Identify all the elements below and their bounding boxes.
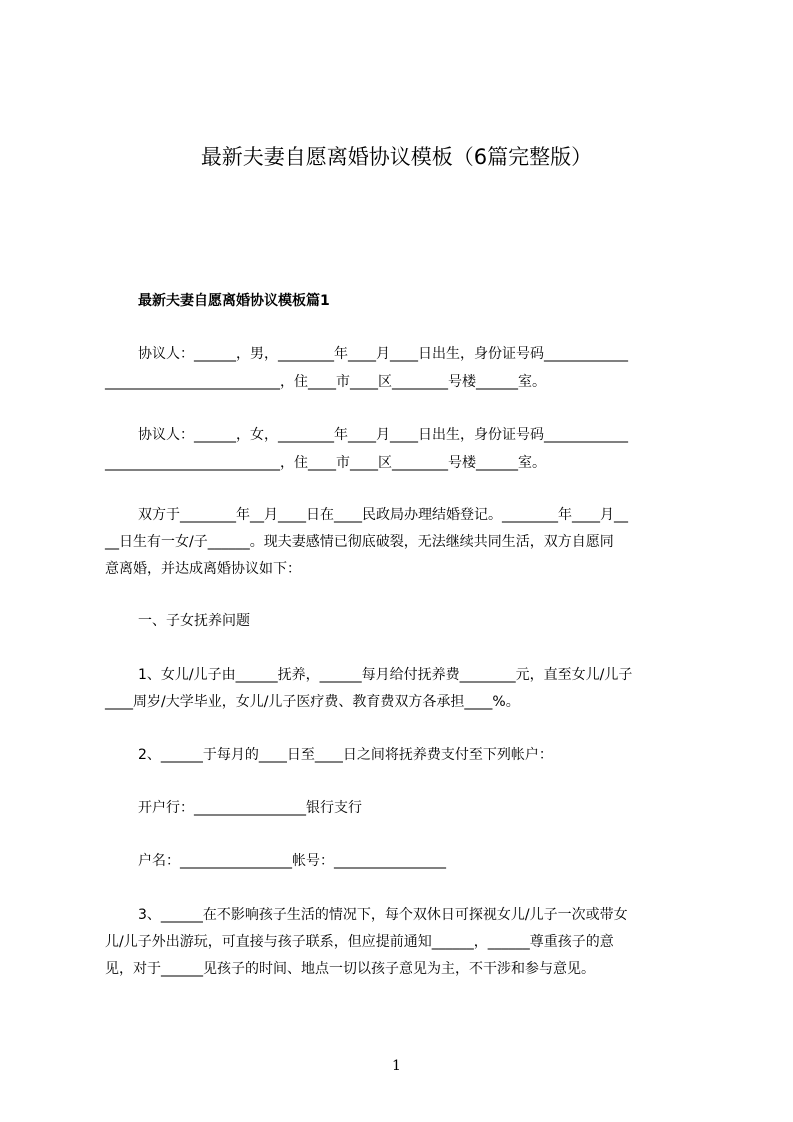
party1-line1: 协议人：______，男，________年____月____日出生，身份证号码____________ xyxy=(138,346,628,362)
item1-line1: 1、女儿/儿子由______抚养，______每月给付抚养费________元，直至女儿/儿子 xyxy=(138,667,633,683)
item3-line3: 见，对于______见孩子的时间、地点一切以孩子意见为主，不干涉和参与意见。 xyxy=(105,961,595,977)
item3-line1: 3、______在不影响孩子生活的情况下，每个双休日可探视女儿/儿子一次或带女 xyxy=(138,907,628,923)
section1-heading: 一、子女抚养问题 xyxy=(138,613,250,629)
bank-line: 开户行：________________银行支行 xyxy=(138,800,362,816)
item2-line1: 2、______于每月的____日至____日之间将抚养费支付至下列帐户： xyxy=(138,747,553,763)
marriage-line2: __日生有一女/子______。现夫妻感情已彻底破裂，无法继续共同生活，双方自愿同 xyxy=(105,534,614,550)
party2-line1: 协议人：______，女，________年____月____日出生，身份证号码____________ xyxy=(138,427,628,443)
page-number: 1 xyxy=(392,1058,401,1074)
document-title: 最新夫妻自愿离婚协议模板（6篇完整版） xyxy=(200,145,593,169)
party1-line2: _________________________，住____市____区________号楼______室。 xyxy=(105,374,546,390)
marriage-line3: 意离婚，并达成离婚协议如下： xyxy=(105,561,301,577)
item3-line2: 儿/儿子外出游玩，可直接与孩子联系，但应提前通知______，______尊重孩子的意 xyxy=(105,934,614,950)
marriage-line1: 双方于________年__月____日在____民政局办理结婚登记。________年____月__ xyxy=(138,507,628,523)
party2-line2: _________________________，住____市____区________号楼______室。 xyxy=(105,455,546,471)
item1-line2: ____周岁/大学毕业，女儿/儿子医疗费、教育费双方各承担____%。 xyxy=(105,694,520,710)
account-line: 户名：________________帐号：________________ xyxy=(138,853,446,869)
section-heading: 最新夫妻自愿离婚协议模板篇1 xyxy=(138,293,330,309)
